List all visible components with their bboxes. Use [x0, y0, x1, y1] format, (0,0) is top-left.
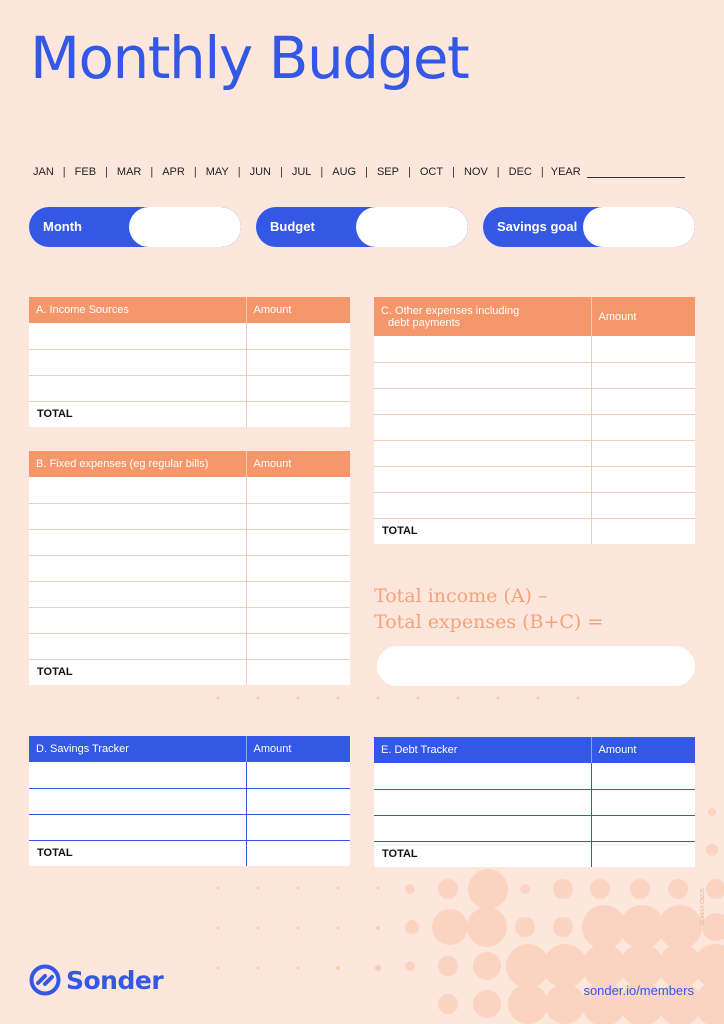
page-title: Monthly Budget	[30, 24, 469, 92]
table-row	[374, 492, 695, 518]
fixed-total-value[interactable]	[246, 659, 350, 685]
table-row	[29, 762, 350, 788]
table-row	[374, 414, 695, 440]
debt-total-value[interactable]	[591, 841, 695, 867]
other-header-line2: debt payments	[388, 316, 461, 329]
year-label: YEAR	[550, 166, 581, 178]
month-jun[interactable]: JUN	[249, 166, 271, 178]
other-total-value[interactable]	[591, 518, 695, 544]
month-oct[interactable]: OCT	[419, 166, 444, 178]
fixed-header: B. Fixed expenses (eg regular bills)	[29, 451, 246, 477]
savings-goal-input[interactable]	[583, 207, 695, 247]
month-aug[interactable]: AUG	[332, 166, 357, 178]
savings-header: D. Savings Tracker	[29, 736, 246, 762]
savings-amount-header: Amount	[246, 736, 350, 762]
month-sep[interactable]: SEP	[376, 166, 399, 178]
table-row	[29, 788, 350, 814]
members-link[interactable]: sonder.io/members	[583, 983, 694, 998]
table-row	[29, 323, 350, 349]
month-input[interactable]	[129, 207, 241, 247]
debt-tracker-table	[374, 737, 695, 867]
table-row	[374, 466, 695, 492]
table-row	[29, 607, 350, 633]
savings-goal-pill-label: Savings goal	[497, 219, 578, 234]
fixed-total-label: TOTAL	[29, 659, 246, 685]
budget-pill	[256, 207, 468, 247]
other-expenses-table	[374, 297, 695, 544]
brand-name: Sonder	[66, 965, 164, 995]
other-total-label: TOTAL	[374, 518, 591, 544]
table-row	[374, 789, 695, 815]
income-header: A. Income Sources	[29, 297, 246, 323]
budget-pill-label: Budget	[270, 219, 315, 234]
table-row	[374, 388, 695, 414]
budget-input[interactable]	[356, 207, 468, 247]
sonder-logo-icon	[29, 964, 61, 996]
savings-total-label: TOTAL	[29, 840, 246, 866]
table-row	[29, 555, 350, 581]
month-pill-label: Month	[43, 219, 82, 234]
year-field[interactable]	[587, 167, 685, 178]
table-row	[29, 349, 350, 375]
formula-line2: Total expenses (B+C) =	[374, 611, 604, 633]
savings-goal-pill	[483, 207, 695, 247]
table-row	[374, 815, 695, 841]
fixed-amount-header: Amount	[246, 451, 350, 477]
table-row	[374, 763, 695, 789]
other-header	[374, 297, 591, 336]
month-jan[interactable]: JAN	[33, 166, 54, 178]
sonder-logo	[29, 964, 163, 996]
table-row	[374, 362, 695, 388]
month-feb[interactable]: FEB	[74, 166, 97, 178]
month-pill	[29, 207, 241, 247]
month-nov[interactable]: NOV	[463, 166, 488, 178]
table-row	[374, 440, 695, 466]
table-row	[29, 814, 350, 840]
month-jul[interactable]: JUL	[291, 166, 312, 178]
table-row	[29, 581, 350, 607]
savings-total-value[interactable]	[246, 840, 350, 866]
table-row	[29, 477, 350, 503]
income-total-label: TOTAL	[29, 401, 246, 427]
other-header-line1: C. Other expenses including	[381, 304, 520, 317]
debt-amount-header: Amount	[591, 737, 695, 763]
month-selector: JAN | FEB | MAR | APR | MAY | JUN | JUL | AUG | SEP | OCT | NOV | DEC | YEAR	[33, 166, 685, 178]
income-amount-header: Amount	[246, 297, 350, 323]
document-code: SEM014-CNZ25	[700, 888, 706, 925]
other-amount-header: Amount	[591, 297, 695, 336]
table-row	[29, 503, 350, 529]
debt-header: E. Debt Tracker	[374, 737, 591, 763]
month-mar[interactable]: MAR	[116, 166, 142, 178]
income-table	[29, 297, 350, 427]
net-result-input[interactable]	[377, 646, 695, 686]
table-row	[29, 375, 350, 401]
table-row	[374, 336, 695, 362]
month-dec[interactable]: DEC	[508, 166, 532, 178]
formula-line1: Total income (A) –	[374, 585, 548, 607]
table-row	[29, 633, 350, 659]
debt-total-label: TOTAL	[374, 841, 591, 867]
fixed-expenses-table	[29, 451, 350, 685]
month-may[interactable]: MAY	[205, 166, 229, 178]
net-formula	[374, 583, 603, 635]
month-apr[interactable]: APR	[162, 166, 185, 178]
income-total-value[interactable]	[246, 401, 350, 427]
savings-tracker-table	[29, 736, 350, 866]
table-row	[29, 529, 350, 555]
